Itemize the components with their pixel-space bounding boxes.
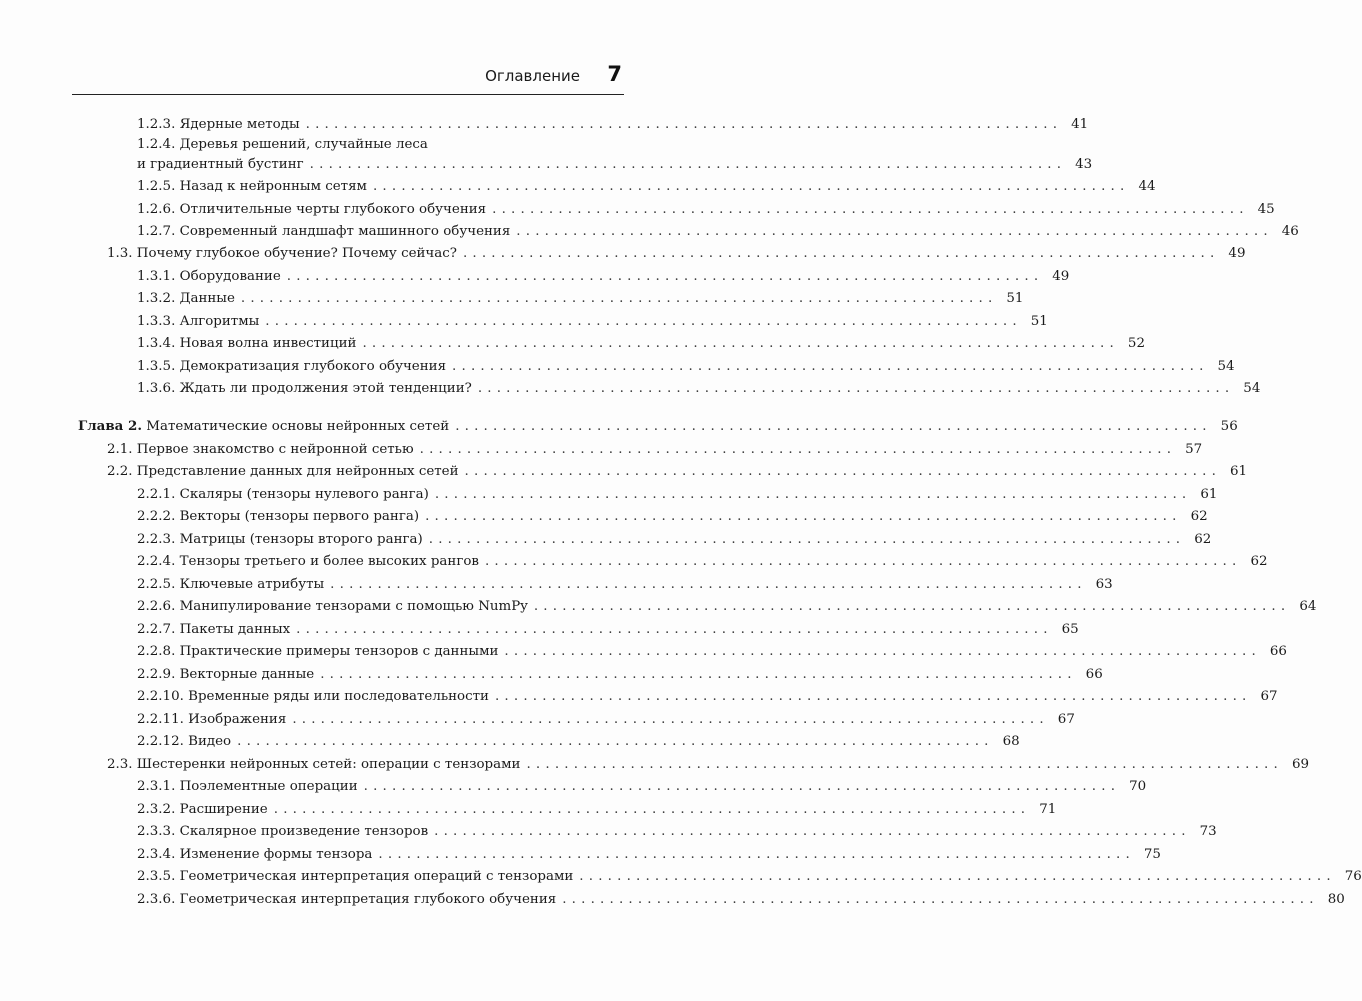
toc-entry-page: 56 (1220, 419, 1238, 434)
toc-entry (137, 484, 1218, 506)
toc-entry (137, 709, 1075, 731)
toc-entry-title: и градиентный бустинг (137, 157, 304, 172)
leader-dots: ................................................................................ (533, 599, 1291, 614)
toc-entry (137, 114, 1089, 136)
toc-entry-title: 2.2.2. Векторы (тензоры первого ранга) (137, 509, 420, 524)
leader-dots: ................................................................................ (516, 224, 1273, 239)
toc-entry-title: 2.3.3. Скалярное произведение тензоров (137, 824, 429, 839)
toc-entry-page: 44 (1138, 179, 1156, 194)
leader-dots: ................................................................................ (464, 464, 1222, 479)
toc-entry (137, 311, 1048, 333)
toc-entry (137, 866, 1362, 888)
toc-entry-page: 63 (1095, 577, 1113, 592)
leader-dots: ................................................................................ (378, 847, 1135, 862)
leader-dots: ................................................................................ (237, 734, 994, 749)
leader-dots: ................................................................................ (309, 157, 1067, 172)
toc-entry-title: 1.3.4. Новая волна инвестиций (137, 336, 357, 351)
leader-dots: ................................................................................ (292, 712, 1049, 727)
toc-entry-title: 2.2.6. Манипулирование тензорами с помощью NumPy (137, 599, 528, 614)
toc-entry-title: 1.3. Почему глубокое обучение? Почему сейчас? (107, 246, 457, 261)
toc-entry (137, 266, 1070, 288)
toc-entry (137, 641, 1287, 663)
toc-entry (137, 221, 1299, 243)
leader-dots: ................................................................................ (477, 381, 1235, 396)
toc-entry-page: 62 (1250, 554, 1268, 569)
toc-entry-title: 2.2.10. Временные ряды или последовательности (137, 689, 489, 704)
toc-entry-title: 2.2.3. Матрицы (тензоры второго ранга) (137, 532, 423, 547)
leader-dots: ................................................................................ (363, 779, 1121, 794)
toc-entry (137, 799, 1057, 821)
toc-entry (137, 288, 1024, 310)
toc-entry (137, 776, 1147, 798)
leader-dots: ................................................................................ (419, 442, 1177, 457)
toc-chapter-entry (78, 416, 1238, 438)
chapter-number: Глава 2. (78, 418, 142, 434)
toc-entry (137, 551, 1268, 573)
leader-dots: ................................................................................ (372, 179, 1130, 194)
toc-entry-title: 1.3.5. Демократизация глубокого обучения (137, 359, 447, 374)
toc-entry (137, 686, 1278, 708)
toc-entry (137, 199, 1275, 221)
leader-dots: ................................................................................ (305, 117, 1063, 132)
page-number: 7 (607, 62, 622, 86)
leader-dots: ................................................................................ (428, 532, 1186, 547)
toc-entry (137, 821, 1217, 843)
toc-entry-title: 2.2.4. Тензоры третьего и более высоких рангов (137, 554, 479, 569)
toc-entry-title-line1: 1.2.4. Деревья решений, случайные леса (137, 137, 428, 152)
toc-entry (107, 439, 1203, 461)
leader-dots: ................................................................................ (320, 667, 1077, 682)
leader-dots: ................................................................................ (362, 336, 1119, 351)
toc-entry-page: 51 (1006, 291, 1024, 306)
toc-entry-page: 62 (1190, 509, 1208, 524)
toc-entry-title: 2.2.7. Пакеты данных (137, 622, 291, 637)
toc-entry (137, 731, 1020, 753)
toc-entry-page: 57 (1185, 442, 1203, 457)
toc-entry-title: 1.3.1. Оборудование (137, 269, 281, 284)
toc-entry-page: 61 (1200, 487, 1218, 502)
leader-dots: ................................................................................ (273, 802, 1031, 817)
toc-entry-page: 49 (1052, 269, 1070, 284)
toc-entry-title: 2.2.1. Скаляры (тензоры нулевого ранга) (137, 487, 429, 502)
toc-entry-page: 80 (1327, 892, 1345, 907)
toc-entry-title: 1.2.7. Современный ландшафт машинного обучения (137, 224, 511, 239)
toc-entry-title: 2.1. Первое знакомство с нейронной сетью (107, 442, 414, 457)
toc-entry-page: 52 (1127, 336, 1145, 351)
toc-entry-title: 1.3.6. Ждать ли продолжения этой тенденции? (137, 381, 472, 396)
toc-entry-page: 67 (1057, 712, 1075, 727)
leader-dots: ................................................................................ (452, 359, 1209, 374)
leader-dots: ................................................................................ (494, 689, 1252, 704)
toc-entry-page: 54 (1217, 359, 1235, 374)
toc-entry-title: 1.2.5. Назад к нейронным сетям (137, 179, 367, 194)
leader-dots: ................................................................................ (330, 577, 1087, 592)
toc-entry (107, 754, 1309, 776)
leader-dots: ................................................................................ (455, 419, 1212, 434)
toc-entry (137, 844, 1161, 866)
toc-entry-page: 45 (1257, 202, 1275, 217)
toc-entry-page: 66 (1269, 644, 1287, 659)
toc-entry-title: 2.2.5. Ключевые атрибуты (137, 577, 325, 592)
toc-entry (137, 889, 1345, 911)
leader-dots: ................................................................................ (484, 554, 1242, 569)
leader-dots: ................................................................................ (286, 269, 1044, 284)
toc-entry-page: 64 (1299, 599, 1317, 614)
leader-dots: ................................................................................ (434, 487, 1192, 502)
toc-entry-page: 62 (1194, 532, 1212, 547)
toc-entry (107, 461, 1248, 483)
toc-entry-title: 2.2.11. Изображения (137, 712, 287, 727)
toc-entry-title: 2.3.4. Изменение формы тензора (137, 847, 373, 862)
toc-entry (137, 333, 1145, 355)
leader-dots: ................................................................................ (504, 644, 1261, 659)
toc-entry-page: 54 (1243, 381, 1261, 396)
toc-entry-page: 65 (1061, 622, 1079, 637)
toc-entry-title: 2.3.2. Расширение (137, 802, 268, 817)
toc-entry-page: 73 (1199, 824, 1217, 839)
leader-dots: ................................................................................ (462, 246, 1220, 261)
toc-entry (137, 574, 1113, 596)
toc-entry-page: 46 (1281, 224, 1299, 239)
toc-entry (137, 529, 1212, 551)
toc-entry-title: 2.3.5. Геометрическая интерпретация операций с тензорами (137, 869, 574, 884)
toc-entry-title (78, 415, 455, 438)
toc-entry-page: 61 (1230, 464, 1248, 479)
toc-entry (137, 154, 1093, 176)
leader-dots: ................................................................................ (425, 509, 1182, 524)
toc-entry (137, 356, 1235, 378)
toc-entry-title: 1.3.2. Данные (137, 291, 235, 306)
toc-entry (137, 664, 1103, 686)
toc-entry-title: 2.2. Представление данных для нейронных сетей (107, 464, 459, 479)
toc-entry-title: 1.3.3. Алгоритмы (137, 314, 260, 329)
toc-entry-page: 68 (1002, 734, 1020, 749)
toc-entry-page: 66 (1085, 667, 1103, 682)
toc-entry-page: 67 (1260, 689, 1278, 704)
toc-entry-page: 76 (1344, 869, 1362, 884)
leader-dots: ................................................................................ (265, 314, 1022, 329)
toc-entry-title: 2.3.1. Поэлементные операции (137, 779, 358, 794)
toc-entry-page: 43 (1075, 157, 1093, 172)
toc-entry-page: 75 (1143, 847, 1161, 862)
leader-dots: ................................................................................ (434, 824, 1191, 839)
toc-entry-page: 71 (1039, 802, 1057, 817)
leader-dots: ................................................................................ (240, 291, 998, 306)
leader-dots: ................................................................................ (492, 202, 1249, 217)
toc-entry (137, 176, 1156, 198)
toc-entry-page: 51 (1030, 314, 1048, 329)
toc-entry-title: 1.2.6. Отличительные черты глубокого обучения (137, 202, 487, 217)
chapter-title: Математические основы нейронных сетей (146, 419, 450, 434)
toc-entry (107, 243, 1246, 265)
toc-entry-title: 1.2.3. Ядерные методы (137, 117, 300, 132)
toc-entry-page: 49 (1228, 246, 1246, 261)
leader-dots: ................................................................................ (296, 622, 1053, 637)
toc-entry-title: 2.2.8. Практические примеры тензоров с данными (137, 644, 499, 659)
toc-entry (137, 378, 1261, 400)
toc-entry (137, 619, 1079, 641)
leader-dots: ................................................................................ (526, 757, 1283, 772)
toc-entry-page: 41 (1071, 117, 1089, 132)
toc-entry-page: 69 (1291, 757, 1309, 772)
toc-entry-title: 2.2.12. Видео (137, 734, 232, 749)
toc-entry (137, 596, 1317, 618)
leader-dots: ................................................................................ (579, 869, 1336, 884)
toc-entry-title: 2.2.9. Векторные данные (137, 667, 315, 682)
toc-entry-title: 2.3. Шестеренки нейронных сетей: операции с тензорами (107, 757, 521, 772)
running-header (72, 60, 624, 95)
toc-entry-title: 2.3.6. Геометрическая интерпретация глубокого обучения (137, 892, 557, 907)
running-title: Оглавление (485, 67, 580, 85)
leader-dots: ................................................................................ (562, 892, 1319, 907)
toc-entry-page: 70 (1129, 779, 1147, 794)
toc-entry (137, 506, 1208, 528)
